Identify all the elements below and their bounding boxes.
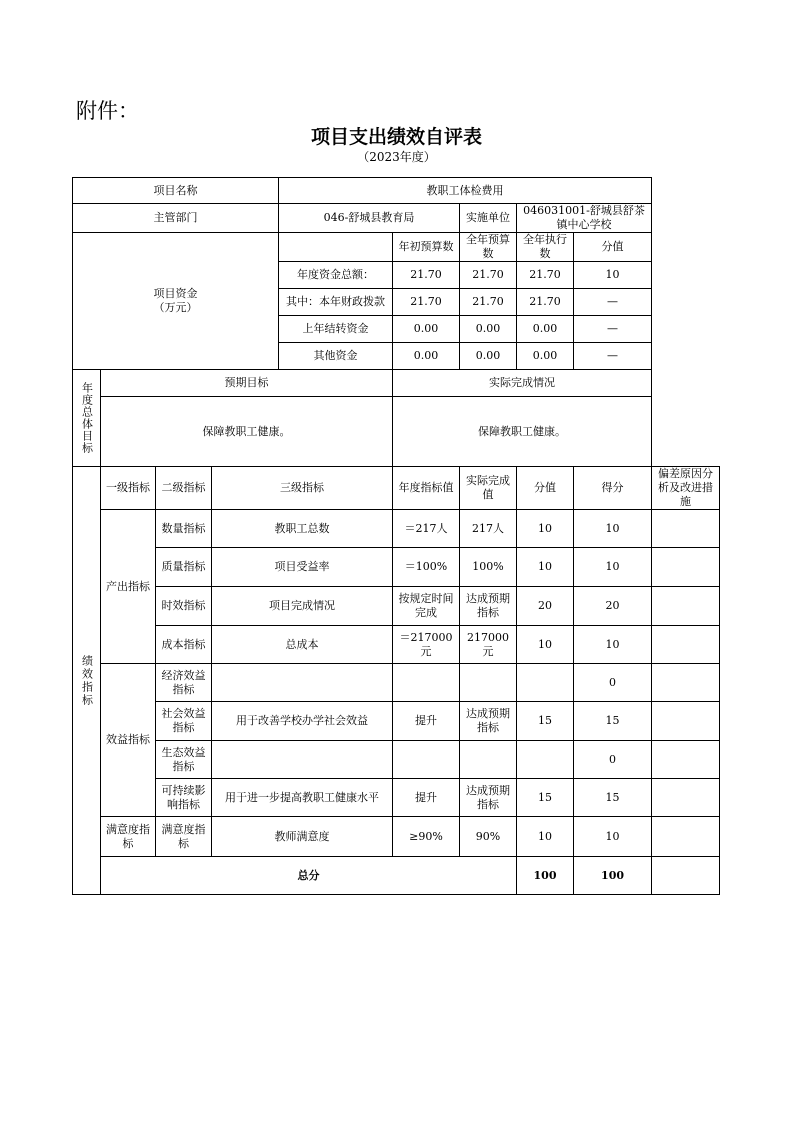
funds-cell: 0.00: [517, 316, 574, 343]
expected-goal: 保障教职工健康。: [101, 397, 393, 467]
ind-head: 偏差原因分析及改进措施: [652, 467, 720, 510]
reason-cell: [652, 664, 720, 702]
total-reason-cell: [652, 857, 720, 895]
actual-cell: 达成预期指标: [460, 779, 517, 817]
l2-cell: 可持续影响指标: [156, 779, 212, 817]
actual-cell: [460, 741, 517, 779]
l3-cell: 用于改善学校办学社会效益: [212, 702, 393, 741]
score-cell: 15: [574, 779, 652, 817]
dept-label: 主管部门: [73, 204, 279, 233]
page-title: 项目支出绩效自评表: [310, 126, 482, 148]
output-indicator-label: 产出指标: [101, 510, 156, 664]
ind-head: 二级指标: [156, 467, 212, 510]
goals-label: 年度总体目标: [73, 370, 101, 467]
actual-cell: 达成预期指标: [460, 702, 517, 741]
target-cell: [393, 741, 460, 779]
score-cell: 15: [574, 702, 652, 741]
funds-cell: 21.70: [517, 262, 574, 289]
score-cell: 10: [574, 817, 652, 857]
l3-cell: 项目受益率: [212, 548, 393, 587]
reason-cell: [652, 702, 720, 741]
reason-cell: [652, 548, 720, 587]
funds-cell: 0.00: [460, 343, 517, 370]
actual-cell: 100%: [460, 548, 517, 587]
score-cell: 10: [574, 548, 652, 587]
score-val-cell: 10: [517, 817, 574, 857]
total-score: 100: [574, 857, 652, 895]
dept-value: 046-舒城县教育局: [279, 204, 460, 233]
actual-goal: 保障教职工健康。: [393, 397, 652, 467]
funds-row-label: 其中：本年财政拨款: [279, 289, 393, 316]
page-subtitle: （2023年度）: [357, 150, 436, 164]
score-val-cell: 20: [517, 587, 574, 626]
ind-head: 得分: [574, 467, 652, 510]
actual-cell: 达成预期指标: [460, 587, 517, 626]
score-val-cell: [517, 664, 574, 702]
attachment-label: 附件：: [76, 99, 139, 123]
score-cell: 0: [574, 741, 652, 779]
reason-cell: [652, 587, 720, 626]
score-cell: 10: [574, 626, 652, 664]
self-evaluation-table: [72, 177, 720, 895]
indicators-label: 绩效指标: [73, 467, 101, 895]
actual-cell: 217000元: [460, 626, 517, 664]
score-cell: 20: [574, 587, 652, 626]
benefit-indicator-label: 效益指标: [101, 664, 156, 817]
satisfaction-indicator-label: 满意度指标: [101, 817, 156, 857]
score-val-cell: 10: [517, 510, 574, 548]
expected-goal-head: 预期目标: [101, 370, 393, 397]
ind-head: 实际完成值: [460, 467, 517, 510]
l3-cell: 总成本: [212, 626, 393, 664]
funds-row-label: 其他资金: [279, 343, 393, 370]
l2-cell: 社会效益指标: [156, 702, 212, 741]
l3-cell: 项目完成情况: [212, 587, 393, 626]
l3-cell: [212, 741, 393, 779]
funds-cell: 21.70: [460, 262, 517, 289]
funds-cell: 0.00: [460, 316, 517, 343]
l3-cell: [212, 664, 393, 702]
funds-row-label: 年度资金总额：: [279, 262, 393, 289]
funds-cell: —: [574, 316, 652, 343]
score-val-cell: 15: [517, 702, 574, 741]
project-name-value: 教职工体检费用: [279, 178, 652, 204]
funds-cell: 0.00: [393, 316, 460, 343]
total-score-val: 100: [517, 857, 574, 895]
actual-goal-head: 实际完成情况: [393, 370, 652, 397]
reason-cell: [652, 817, 720, 857]
actual-cell: 217人: [460, 510, 517, 548]
l2-cell: 成本指标: [156, 626, 212, 664]
target-cell: ＝217人: [393, 510, 460, 548]
funds-cell: —: [574, 343, 652, 370]
reason-cell: [652, 626, 720, 664]
score-val-cell: [517, 741, 574, 779]
target-cell: ＝217000元: [393, 626, 460, 664]
target-cell: ＝100%: [393, 548, 460, 587]
ind-head: 三级指标: [212, 467, 393, 510]
target-cell: 按规定时间完成: [393, 587, 460, 626]
l3-cell: 教师满意度: [212, 817, 393, 857]
l2-cell: 满意度指标: [156, 817, 212, 857]
score-cell: 10: [574, 510, 652, 548]
funds-cell: 10: [574, 262, 652, 289]
score-val-cell: 10: [517, 548, 574, 587]
project-name-label: 项目名称: [73, 178, 279, 204]
col-head: 全年预算数: [460, 233, 517, 262]
l3-cell: 教职工总数: [212, 510, 393, 548]
l2-cell: 数量指标: [156, 510, 212, 548]
reason-cell: [652, 510, 720, 548]
l2-cell: 经济效益指标: [156, 664, 212, 702]
total-label: 总分: [101, 857, 517, 895]
l3-cell: 用于进一步提高教职工健康水平: [212, 779, 393, 817]
funds-cell: 0.00: [393, 343, 460, 370]
l2-cell: 时效指标: [156, 587, 212, 626]
target-cell: ≥90%: [393, 817, 460, 857]
funds-cell: —: [574, 289, 652, 316]
funds-cell: 21.70: [393, 262, 460, 289]
col-head: 全年执行数: [517, 233, 574, 262]
reason-cell: [652, 741, 720, 779]
col-head: 年初预算数: [393, 233, 460, 262]
score-cell: 0: [574, 664, 652, 702]
reason-cell: [652, 779, 720, 817]
funds-label: 项目资金 （万元）: [73, 233, 279, 370]
l2-cell: 生态效益指标: [156, 741, 212, 779]
target-cell: 提升: [393, 779, 460, 817]
actual-cell: 90%: [460, 817, 517, 857]
impl-unit-value: 046031001-舒城县舒茶镇中心学校: [517, 204, 652, 233]
score-val-cell: 15: [517, 779, 574, 817]
target-cell: [393, 664, 460, 702]
target-cell: 提升: [393, 702, 460, 741]
ind-head: 一级指标: [101, 467, 156, 510]
impl-unit-label: 实施单位: [460, 204, 517, 233]
ind-head: 分值: [517, 467, 574, 510]
funds-cell: 21.70: [393, 289, 460, 316]
funds-row-label: 上年结转资金: [279, 316, 393, 343]
funds-cell: 0.00: [517, 343, 574, 370]
l2-cell: 质量指标: [156, 548, 212, 587]
col-head: 分值: [601, 240, 624, 253]
funds-cell: 21.70: [517, 289, 574, 316]
actual-cell: [460, 664, 517, 702]
funds-cell: 21.70: [460, 289, 517, 316]
ind-head: 年度指标值: [393, 467, 460, 510]
score-val-cell: 10: [517, 626, 574, 664]
